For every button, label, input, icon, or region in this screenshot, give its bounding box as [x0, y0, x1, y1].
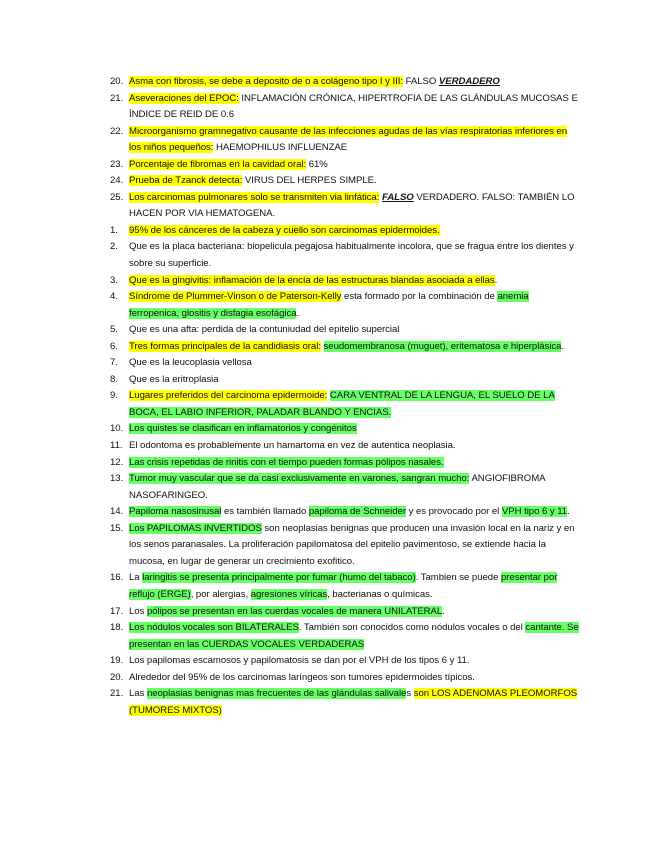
item-number: 22. [110, 125, 124, 137]
highlighted-text: Que es la gingivitis: [129, 274, 212, 286]
item-number: 12. [110, 456, 124, 468]
numbered-list [110, 74, 580, 719]
item-text: , por alergias, [190, 588, 251, 600]
item-text: 61% [306, 158, 328, 170]
highlighted-text: papiloma de Schneider [308, 506, 406, 518]
item-text: INFLAMACIÓN CRÓNICA, HIPERTROFIA DE LAS GLÁNDULAS MUCOSAS E ÍNDICE DE REID DE 0.6 [129, 92, 578, 121]
item-number: 23. [110, 158, 124, 170]
list-item [110, 91, 580, 124]
highlighted-text: Síndrome de Plummer-Vinson o de Paterson-Kelly [129, 291, 342, 303]
list-item [110, 355, 580, 372]
item-text: . También son conocidos como nódulos vocales o del [298, 622, 526, 634]
highlighted-text: Las crisis repetidas de rinitis con el tiempo pueden formas pólipos nasales. [129, 456, 444, 468]
item-text: Que es la placa bacteriana: biopelicula pegajosa habitualmente incolora, que se fragua entre los dientes y sobre su superficie. [129, 241, 574, 270]
highlighted-text: inflamación de la encía de las estructuras blandas asociada a ellas [211, 274, 495, 286]
item-number: 21. [110, 92, 124, 104]
list-item [110, 289, 580, 322]
highlighted-text: 95% de los cánceres de la cabeza y cuello son carcinomas epidermoides. [129, 224, 440, 236]
list-item [110, 124, 580, 157]
item-number: 14. [110, 506, 124, 518]
item-text: ANGIOFIBROMA NASOFARINGEO. [129, 473, 545, 501]
item-text: . [296, 307, 300, 319]
item-number: 2. [110, 241, 118, 253]
highlighted-text: VPH tipo 6 y 11 [501, 506, 568, 518]
item-text: s [406, 688, 414, 700]
list-item [110, 372, 580, 389]
item-number: 9. [110, 390, 118, 402]
highlighted-text: Tumor muy vascular que se da casi exclusivamente en varones, sangran mucho: [129, 473, 470, 485]
item-number: 18. [110, 622, 124, 634]
list-item [110, 686, 580, 719]
item-number: 24. [110, 175, 124, 187]
item-text: Las [129, 688, 147, 700]
highlighted-text: CARA VENTRAL DE LA LENGUA, EL SUELO DE LA BOCA, EL LABIO INFERIOR, PALADAR BLANDO Y ENCIAS. [129, 390, 555, 418]
item-text: esta formado por la combinación de [341, 291, 498, 303]
list-item [110, 521, 580, 571]
highlighted-text: Los nódulos vocales son BILATERALES [129, 622, 299, 634]
highlighted-text: presentar por reflujo (ERGE) [129, 572, 558, 600]
item-text: Los papilomas escamosos y papilomatosis se dan por el VPH de los tipos 6 y 11. [129, 655, 470, 667]
list-item [110, 504, 580, 521]
item-text: La [129, 572, 143, 584]
list-item [110, 322, 580, 339]
list-item [110, 239, 580, 272]
list-item [110, 388, 580, 421]
item-number: 8. [110, 373, 118, 385]
highlighted-text: Prueba de Tzanck detecta: [129, 175, 243, 187]
highlighted-text: cantante. Se presentan en las CUERDAS VOCALES VERDADERAS [129, 622, 579, 650]
item-text: Los [129, 605, 147, 617]
list-item [110, 173, 580, 190]
item-number: 15. [110, 522, 124, 534]
item-number: 21. [110, 688, 124, 700]
list-item [110, 455, 580, 472]
highlighted-text: anemia ferropenica, glositis y disfagia esofágica [129, 291, 529, 319]
list-item [110, 74, 580, 91]
item-text: Que es la eritroplasia [129, 373, 219, 385]
item-text: Que es una afta: perdida de la contuniudad del epitelio supercial [129, 324, 400, 336]
highlighted-text: Porcentaje de fibromas en la cavidad oral: [129, 158, 307, 170]
emphasized-text: FALSO [381, 191, 414, 203]
item-text: VERDADERO. FALSO: TAMBIÉN LO HACEN POR VIA HEMATOGENA. [129, 191, 575, 220]
list-item [110, 157, 580, 174]
highlighted-text: son LOS ADENOMAS PLEOMORFOS (TUMORES MIXTOS) [129, 688, 578, 716]
highlighted-text: seudomembranosa (muguet), eritematosa e hiperplásica [323, 340, 562, 352]
item-number: 16. [110, 572, 124, 584]
list-item [110, 421, 580, 438]
list-item [110, 190, 580, 223]
list-item [110, 670, 580, 687]
item-number: 5. [110, 324, 118, 336]
item-number: 7. [110, 357, 118, 369]
highlighted-text: agresiones víricas [250, 588, 328, 600]
list-item [110, 604, 580, 621]
highlighted-text: neoplasias benignas mas frecuentes de las glándulas salivale [146, 688, 407, 700]
highlighted-text: laringitis se presenta principalmente por fumar (humo del tabaco) [142, 572, 416, 584]
item-number: 1. [110, 224, 118, 236]
emphasized-text: VERDADERO [438, 76, 500, 87]
item-text: . [567, 506, 570, 518]
item-text: son neoplasias benignas que producen una invasión local en la nariz y en los senos paranasales. La proliferación papilomatosa del epitelio pavimentoso, se extiende hacia la mucosa, en lugar de generar un crecimiento exofitico. [129, 522, 575, 567]
highlighted-text: Asma con fibrosis, se debe a deposito de o a colágeno tipo I y III: [129, 76, 403, 87]
item-text: . [494, 274, 498, 286]
item-text: FALSO [402, 76, 439, 87]
item-number: 3. [110, 274, 118, 286]
list-item [110, 438, 580, 455]
highlighted-text: Los PAPILOMAS INVERTIDOS [129, 522, 262, 534]
item-text: El odontoma es probablemente un hamartoma en vez de autentica neoplasia. [129, 440, 456, 452]
item-text: HAEMOPHILUS INFLUENZAE [213, 142, 348, 154]
list-item [110, 471, 580, 504]
list-item [110, 223, 580, 240]
highlighted-text: Microorganismo gramnegativo causante de las infecciones agudas de las vías respiratorias inferiores en los niños pequeños: [129, 125, 568, 154]
item-number: 10. [110, 423, 124, 435]
highlighted-text: Papiloma nasosinusal [129, 506, 222, 518]
item-text: Alrededor del 95% de los carcinomas laríngeos son tumores epidermoides típicos. [129, 671, 475, 683]
item-text: . Tambien se puede [415, 572, 501, 584]
highlighted-text: Tres formas principales de la candidiasis oral: [129, 340, 321, 352]
item-number: 17. [110, 605, 124, 617]
highlighted-text: Aseveraciones del EPOC: [129, 92, 239, 104]
item-text: , bacterianas o químicas. [327, 588, 433, 600]
item-text: . [561, 340, 565, 352]
list-item [110, 570, 580, 603]
highlighted-text: Lugares preferidos del carcinoma epidermoide: [129, 390, 328, 402]
item-number: 20. [110, 671, 124, 683]
item-text: y es provocado por el [405, 506, 502, 518]
item-text: VIRUS DEL HERPES SIMPLE. [242, 175, 377, 187]
item-number: 6. [110, 340, 118, 352]
item-number: 4. [110, 291, 118, 303]
item-number: 25. [110, 191, 124, 203]
highlighted-text: Los carcinomas pulmonares solo se transmiten via linfática: [129, 191, 380, 203]
list-item [110, 273, 580, 290]
item-number: 20. [110, 76, 124, 87]
list-item [110, 620, 580, 653]
item-number: 11. [110, 440, 123, 452]
item-text: es también llamado [221, 506, 309, 518]
list-item [110, 339, 580, 356]
highlighted-text: Los quistes se clasifican en inflamatorios y congénitos [129, 423, 357, 435]
item-text: Que es la leucoplasia vellosa [129, 357, 252, 369]
item-number: 19. [110, 655, 124, 667]
list-item [110, 653, 580, 670]
highlighted-text: pólipos se presentan en las cuerdas vocales de manera UNILATERAL [146, 605, 443, 617]
item-number: 13. [110, 473, 124, 485]
item-text: . [442, 605, 445, 617]
